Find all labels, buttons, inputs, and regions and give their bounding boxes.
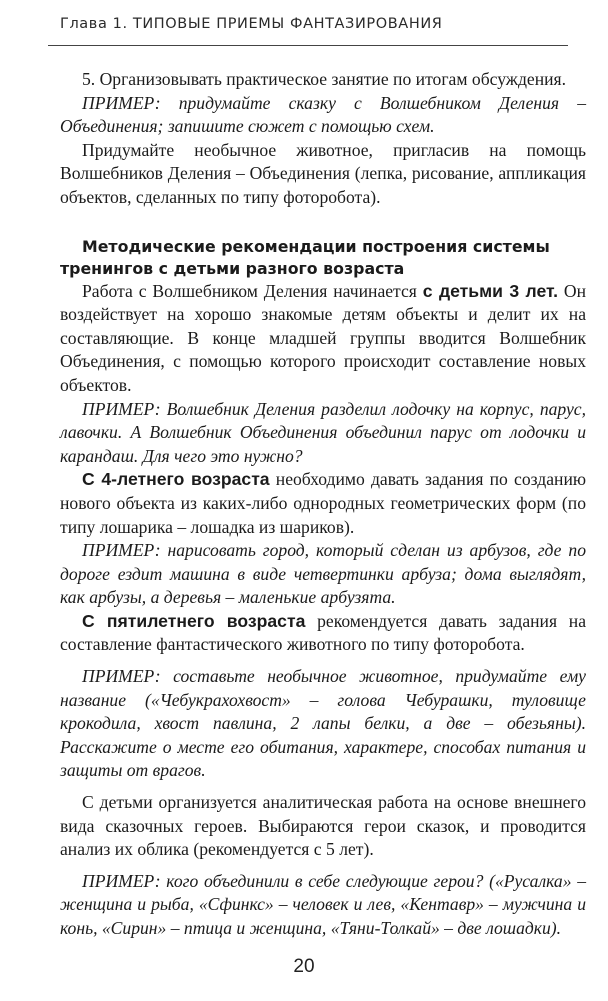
header-rule [48, 45, 568, 46]
paragraph-5-text: рекомендуется давать задания на составление фантастического животного по типу фоторобота. [60, 610, 586, 655]
example-5: ПРИМЕР: кого объединили в себе следующие герои? («Русалка» – женщина и рыба, «Сфинкс» – человек и лев, «Кентавр» – мужчина и конь, «Сирин» – птица и женщина, «Тяни-Толкай» – две лошадки). [60, 870, 586, 938]
example-4: ПРИМЕР: составьте необычное животное, придумайте ему название («Чебукрахохвост» – голова Чебурашки, туловище крокодила, хвост павлина, 2 лапы белки, а две – обезьяны). Расскажите о месте его обитания, характере, способах питания и защиты от врагов. [60, 666, 586, 781]
paragraph-5-emphasis: С пятилетнего возраста [82, 610, 306, 631]
paragraph-3 [60, 280, 586, 398]
running-head: Глава 1. ТИПОВЫЕ ПРИЕМЫ ФАНТАЗИРОВАНИЯ [60, 16, 443, 32]
paragraph-3-text: Он воздействует на хорошо знакомые детям объекты и делит их на составляющие. В конце младшей группы вводится Волшебник Объединения, с помощью которого происходит составление новых объектов. [60, 280, 586, 395]
paragraph-4-emphasis: С 4-летнего возраста [82, 469, 270, 490]
page-number: 20 [293, 956, 315, 977]
example-3: ПРИМЕР: нарисовать город, который сделан из арбузов, где по дороге ездит машина в виде четвертинки арбуза; дома выглядят, как арбузы, а деревья – маленькие арбузята. [60, 540, 586, 608]
page-content [60, 68, 586, 941]
paragraph-5 [60, 610, 586, 657]
paragraph-4 [60, 468, 586, 539]
example-1: ПРИМЕР: придумайте сказку с Волшебником Деления – Объединения; запишите сюжет с помощью схем. [60, 92, 586, 137]
paragraph-2: Придумайте необычное животное, пригласив на помощь Волшебников Деления – Объединения (лепка, рисование, аппликация объектов, сделанных по типу фоторобота). [60, 139, 586, 207]
paragraph-6: С детьми организуется аналитическая работа на основе внешнего вида сказочных героев. Выбираются герои сказок, и проводится анализ их облика (рекомендуется с 5 лет). [60, 792, 586, 860]
paragraph-3-lead: Работа с Волшебником Деления начинается [82, 280, 423, 301]
paragraph-3-emphasis: с детьми 3 лет. [422, 280, 558, 301]
example-2: ПРИМЕР: Волшебник Деления разделил лодочку на корпус, парус, лавочки. А Волшебник Объединения объединил парус от лодочки и карандаш. Для чего это нужно? [60, 398, 586, 466]
paragraph-1: 5. Организовывать практическое занятие по итогам обсуждения. [82, 69, 567, 89]
section-title: Методические рекомендации построения системы тренингов с детьми разного возраста [60, 236, 550, 278]
paragraph-4-text: необходимо давать задания по созданию нового объекта из каких-либо однородных геометрических форм (по типу лошарика – лошадка из шариков). [60, 469, 586, 537]
